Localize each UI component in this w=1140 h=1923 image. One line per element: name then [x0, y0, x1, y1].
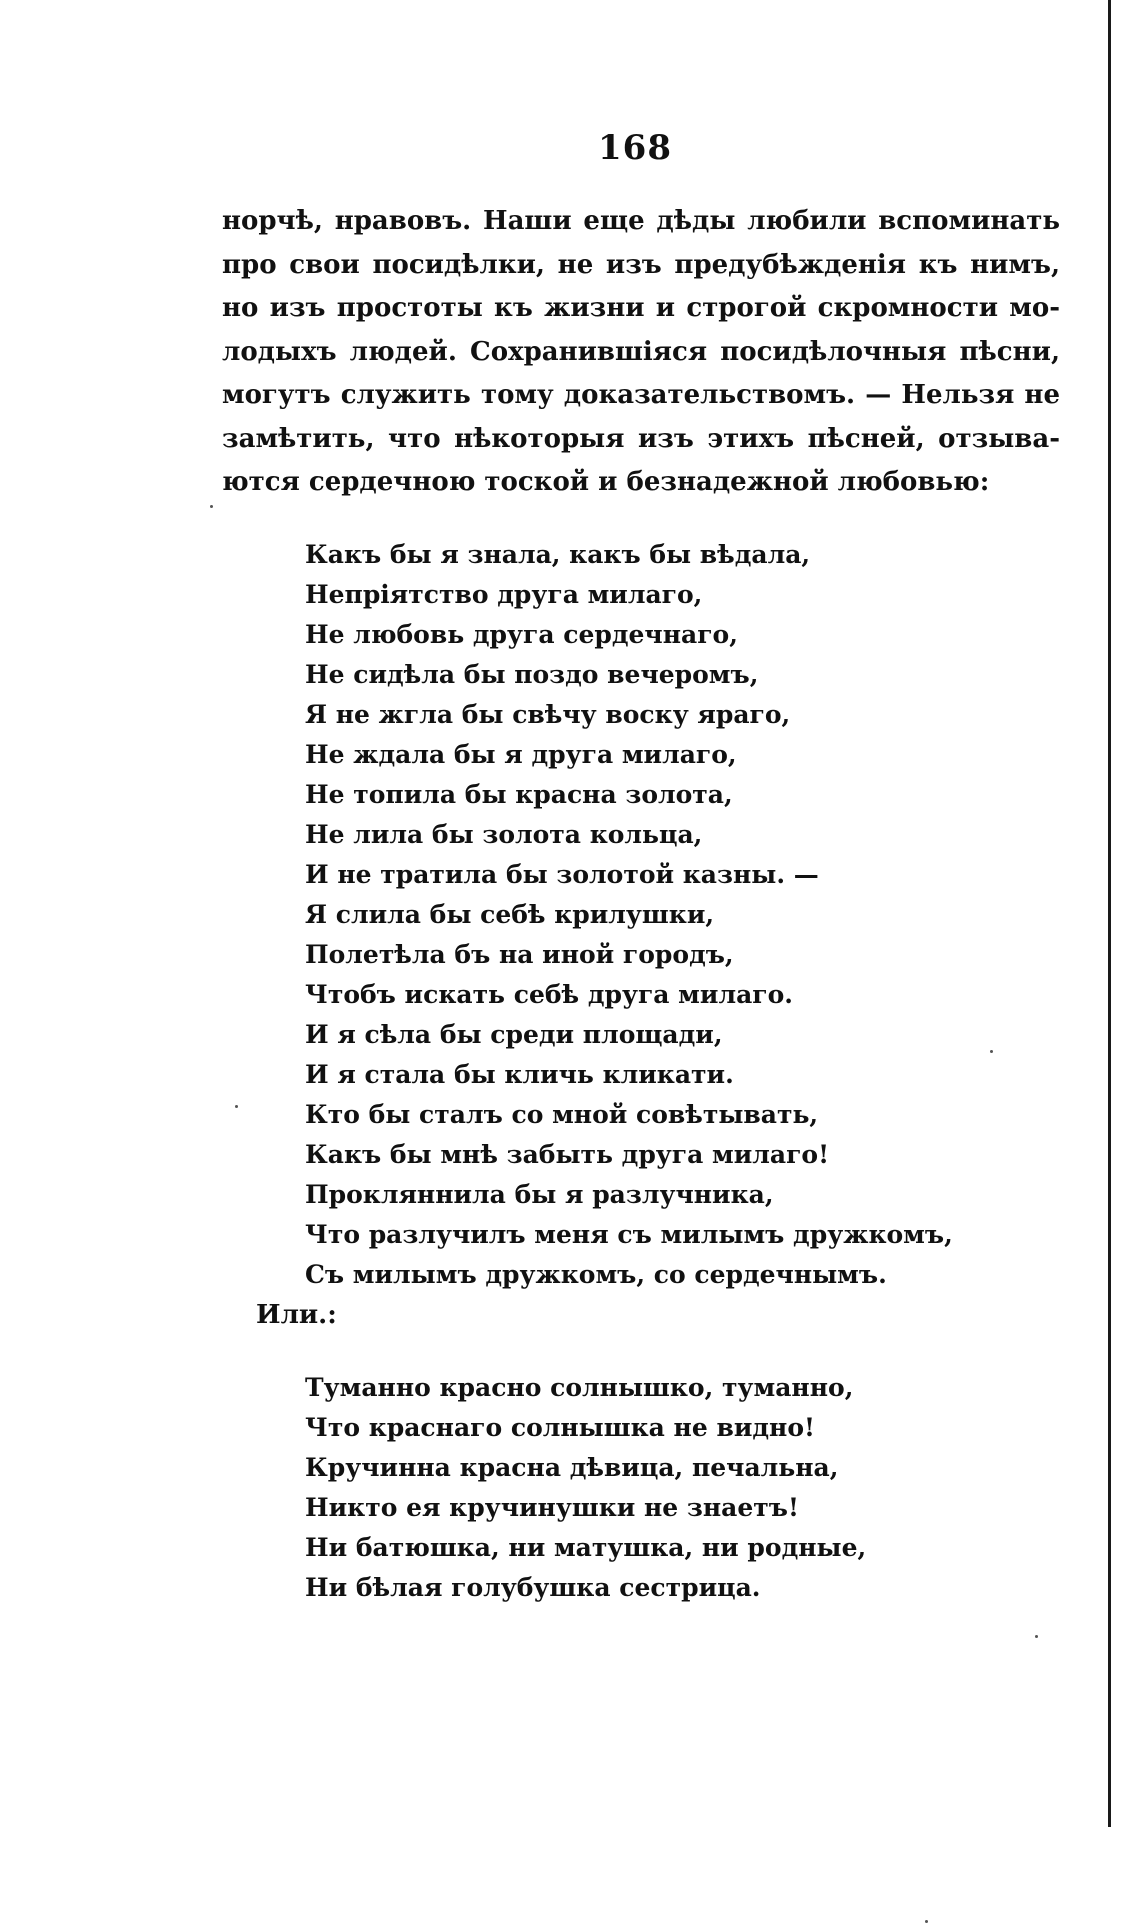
- verse-line: Не ждала бы я друга милаго,: [305, 740, 737, 769]
- page-edge-line: [1108, 0, 1111, 1827]
- prose-line: про свои посидѣлки, не изъ предубѣжденія къ нимъ,: [222, 249, 1060, 280]
- prose-line: ются сердечною тоской и безнадежной любовью:: [222, 467, 990, 497]
- verse-line: Чтобъ искать себѣ друга милаго.: [305, 980, 793, 1009]
- verse-line: Полетѣла бъ на иной городъ,: [305, 940, 734, 969]
- verse-line: Я не жгла бы свѣчу воску яраго,: [305, 700, 791, 729]
- section-label-or: Или.:: [256, 1300, 337, 1330]
- paper-speck: [1035, 1635, 1038, 1638]
- paper-speck: [210, 505, 213, 508]
- verse-line: Не лила бы золота кольца,: [305, 820, 703, 849]
- song-verse-first: [305, 535, 1005, 1295]
- verse-line: Съ милымъ дружкомъ, со сердечнымъ.: [305, 1260, 887, 1289]
- page-number: 168: [598, 128, 672, 168]
- verse-line: Что разлучилъ меня съ милымъ дружкомъ,: [305, 1220, 953, 1249]
- verse-line: Я слила бы себѣ крилушки,: [305, 900, 715, 929]
- verse-line: Туманно красно солнышко, туманно,: [305, 1373, 854, 1402]
- prose-line: замѣтить, что нѣкоторыя изъ этихъ пѣсней, отзыва-: [222, 423, 1060, 454]
- verse-line: Прокляннила бы я разлучника,: [305, 1180, 774, 1209]
- prose-line: лодыхъ людей. Сохранившіяся посидѣлочныя пѣсни,: [222, 336, 1060, 367]
- verse-line: Ни батюшка, ни матушка, ни родные,: [305, 1533, 867, 1562]
- song-verse-second: [305, 1368, 1005, 1608]
- verse-line: Что краснаго солнышка не видно!: [305, 1413, 815, 1442]
- verse-line: Никто ея кручинушки не знаетъ!: [305, 1493, 799, 1522]
- prose-line: но изъ простоты къ жизни и строгой скромности мо-: [222, 293, 1060, 323]
- verse-line: Какъ бы я знала, какъ бы вѣдала,: [305, 540, 811, 569]
- prose-paragraph: [222, 200, 1060, 505]
- verse-line: И не тратила бы золотой казны. —: [305, 860, 819, 889]
- verse-line: Какъ бы мнѣ забыть друга милаго!: [305, 1140, 830, 1169]
- verse-line: Кручинна красна дѣвица, печальна,: [305, 1453, 839, 1482]
- verse-line: Не топила бы красна золота,: [305, 780, 733, 809]
- verse-line: Кто бы сталъ со мной совѣтывать,: [305, 1100, 819, 1129]
- prose-line: могутъ служить тому доказательствомъ. — Нельзя не: [222, 380, 1060, 410]
- verse-line: Не любовь друга сердечнаго,: [305, 620, 738, 649]
- verse-line: Непріятство друга милаго,: [305, 580, 703, 609]
- verse-line: Не сидѣла бы поздо вечеромъ,: [305, 660, 759, 689]
- paper-speck: [235, 1105, 238, 1108]
- verse-line: И я стала бы кличь кликати.: [305, 1060, 734, 1089]
- verse-line: Ни бѣлая голубушка сестрица.: [305, 1573, 761, 1602]
- verse-line: И я сѣла бы среди площади,: [305, 1020, 723, 1049]
- prose-line: норчѣ, нравовъ. Наши еще дѣды любили вспоминать: [222, 206, 1060, 236]
